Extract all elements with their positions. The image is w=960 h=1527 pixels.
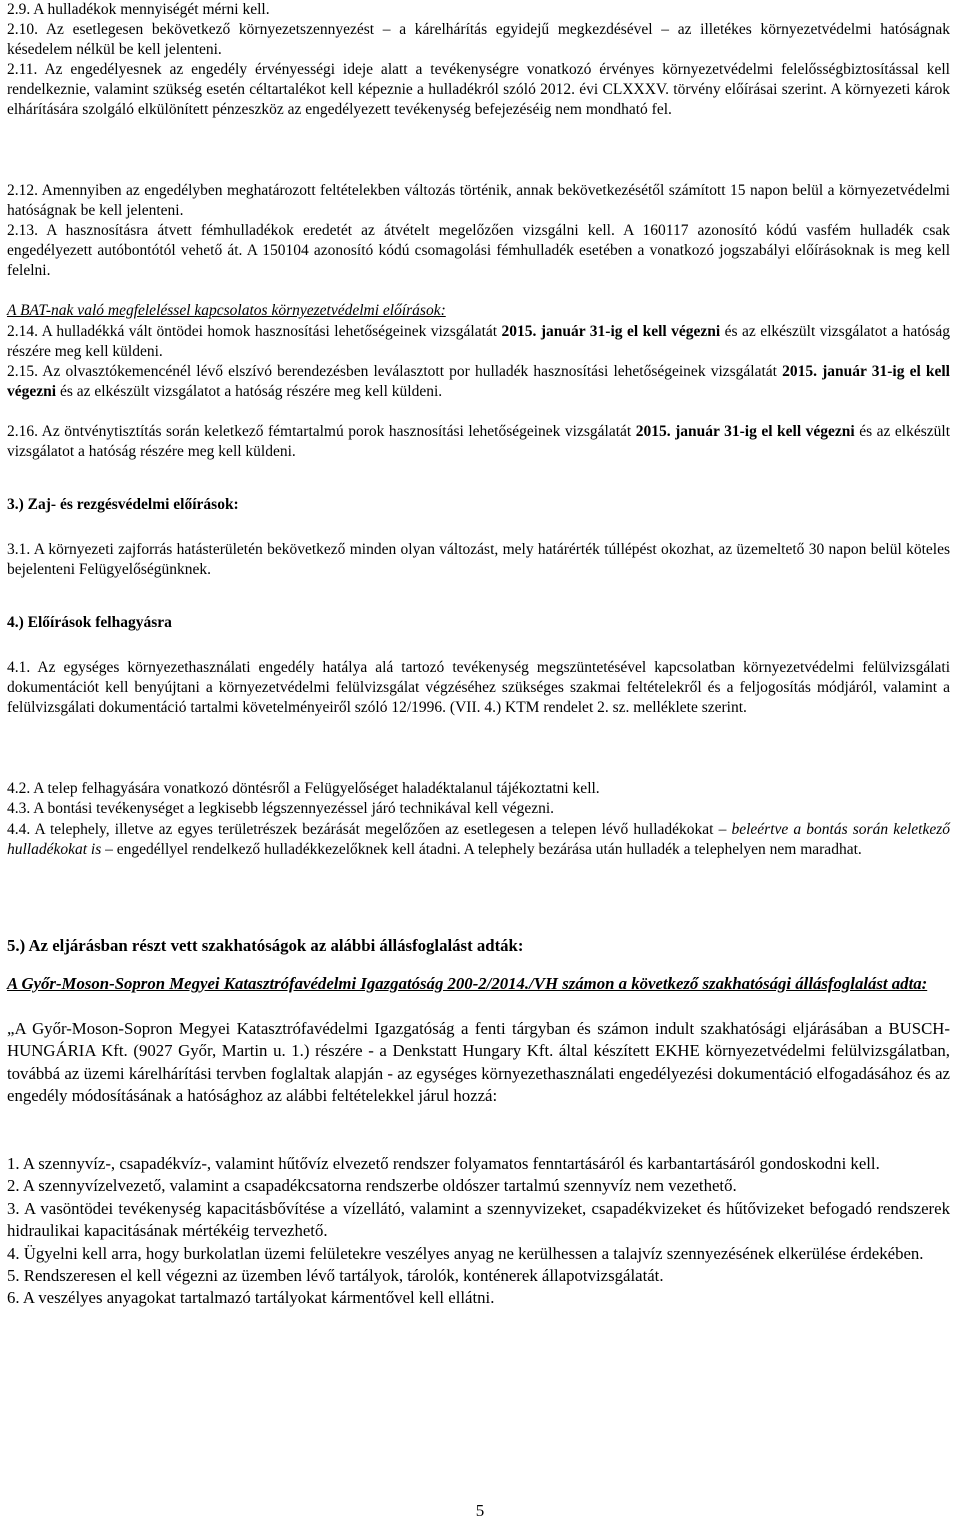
paragraph-2-14-deadline: 2015. január 31-ig el kell végezni bbox=[501, 323, 721, 340]
section-4-heading-text: 4.) Előírások felhagyásra bbox=[7, 614, 172, 631]
paragraph-2-14 bbox=[7, 322, 950, 362]
paragraph-2-15-rest: és az elkészült vizsgálatot a hatóság részére meg kell küldeni. bbox=[56, 383, 443, 401]
paragraph-4-2: 4.2. A telep felhagyására vonatkozó döntésről a Felügyelőséget haladéktalanul tájékoztatni kell. bbox=[7, 780, 600, 797]
paragraph-2-16-deadline: 2015. január 31-ig el kell végezni bbox=[635, 423, 855, 440]
paragraph-4-1: 4.1. Az egységes környezethasználati engedély hatálya alá tartozó tevékenység megszüntetésével kapcsolatban környezetvédelmi felülvizsgálati dokumentációt kell benyújtani a környezetvédelmi felülvizsgálat végzéséhez szükséges szakmai feltételekről és a feljogosítás módjáról, valamint a felülvizsgálati dokumentáció tartalmi követelményeiről szóló 12/1996. (VII. 4.) KTM rendelet 2. sz. melléklete szerint. bbox=[7, 659, 950, 717]
authority-heading-text: A Győr-Moson-Sopron Megyei Katasztrófavédelmi Igazgatóság 200-2/2014./VH számon a következő szakhatósági állásfoglalást adta: bbox=[7, 974, 928, 993]
paragraph-2-12: 2.12. Amennyiben az engedélyben meghatározott feltételekben változás történik, annak bekövetkezésétől számított 15 napon belül a környezetvédelmi hatóságnak be kell jelenteni. bbox=[7, 182, 950, 220]
condition-item: 4. Ügyelni kell arra, hogy burkolatlan üzemi felületekre veszélyes anyag ne kerülhessen a talajvíz szennyezésének elkerülése érdekében. bbox=[7, 1243, 924, 1263]
paragraph-2-14-rest: és az elkészült vizsgálatot a hatóság részére meg kell küldeni. bbox=[7, 323, 950, 361]
section-3-heading-text: 3.) Zaj- és rezgésvédelmi előírások: bbox=[7, 496, 239, 513]
paragraph-4-4-italic: beleértve a bontás során keletkező hulladékokat is bbox=[7, 821, 951, 859]
paragraph-2-14-text: 2.14. A hulladékká vált öntödei homok hasznosítási lehetőségeinek vizsgálatát bbox=[7, 323, 502, 340]
paragraph-2-15 bbox=[7, 362, 950, 402]
paragraph-2-16-rest: és az elkészült vizsgálatot a hatóság részére meg kell küldeni. bbox=[7, 423, 950, 461]
bat-heading-text: A BAT-nak való megfeleléssel kapcsolatos környezetvédelmi előírások: bbox=[7, 302, 446, 319]
paragraph-2-15-text: 2.15. Az olvasztókemencénél lévő elszívó berendezésben leválasztott por hulladék hasznosítási lehetőségeinek vizsgálatát bbox=[7, 363, 783, 380]
paragraph-2-16-text: 2.16. Az öntvénytisztítás során keletkező fémtartalmú porok hasznosítási lehetőségeinek vizsgálatát bbox=[7, 423, 636, 440]
condition-item: 3. A vasöntödei tevékenység kapacitásbővítése a vízellátó, valamint a szennyvizeket, csapadékvizeket és hűtővizeket befogadó rendszerek hidraulikai kapacitásának mértékéig tervezhető. bbox=[7, 1198, 950, 1241]
paragraph-3-1: 3.1. A környezeti zajforrás hatásterületén bekövetkező minden olyan változást, mely határérték túllépést okozhat, az üzemeltető 30 napon belül köteles bejelenteni Felügyelőségünknek. bbox=[7, 541, 950, 579]
condition-item: 2. A szennyvízelvezető, valamint a csapadékcsatorna rendszerbe oldószer tartalmú szennyvíz nem vezethető. bbox=[7, 1176, 737, 1196]
paragraph-2-9: 2.9. A hulladékok mennyiségét mérni kell. bbox=[7, 1, 270, 18]
bat-heading bbox=[7, 301, 950, 321]
condition-item: 1. A szennyvíz-, csapadékvíz-, valamint hűtővíz elvezető rendszer folyamatos fenntartásáról és karbantartásáról gondoskodni kell. bbox=[7, 1154, 880, 1173]
condition-item: 6. A veszélyes anyagokat tartalmazó tartályokat kármentővel kell ellátni. bbox=[7, 1288, 495, 1308]
authority-heading bbox=[7, 973, 950, 995]
section-5-heading-text: 5.) Az eljárásban részt vett szakhatóságok az alábbi állásfoglalást adták: bbox=[7, 936, 524, 955]
paragraph-2-16 bbox=[7, 422, 950, 462]
paragraph-2-15-deadline: 2015. január 31-ig el kell végezni bbox=[7, 363, 950, 401]
paragraph-4-4-rest: – engedéllyel rendelkező hulladékkezelőknek kell átadni. A telephely bezárása után hulladék a telephelyen nem maradhat. bbox=[101, 841, 862, 859]
conditions-list bbox=[7, 1153, 950, 1310]
paragraph-4-4-text: 4.4. A telephely, illetve az egyes területrészek bezárását megelőzően az esetlegesen a telepen lévő hulladékokat – bbox=[7, 821, 732, 838]
page-number: 5 bbox=[475, 1501, 485, 1520]
paragraph-4-4 bbox=[7, 820, 950, 860]
condition-item: 5. Rendszeresen el kell végezni az üzemben lévő tartályok, tárolók, konténerek állapotvizsgálatát. bbox=[7, 1266, 664, 1286]
section-5-heading bbox=[7, 935, 950, 957]
section-3-heading bbox=[7, 495, 950, 515]
paragraph-4-3: 4.3. A bontási tevékenységet a legkisebb légszennyezéssel járó technikával kell végezni. bbox=[7, 800, 555, 817]
paragraph-2-11: 2.11. Az engedélyesnek az engedély érvényességi ideje alatt a tevékenységre vonatkozó érvényes környezetvédelmi felelősségbiztosítással kell rendelkeznie, valamint szükség esetén céltartalékot kell képeznie a hulladékról szóló 2012. évi CLXXXV. törvény előírásai szerint. A környezeti károk elhárítására szolgáló elkülönített pénzeszköz az engedélyezett tevékenység befejezéséig nem mondható fel. bbox=[7, 61, 950, 119]
paragraph-2-10: 2.10. Az esetlegesen bekövetkező környezetszennyezést – a kárelhárítás egyidejű megkezdésével – az illetékes környezetvédelmi hatóságnak késedelem nélkül be kell jelenteni. bbox=[7, 21, 950, 59]
section-4-heading bbox=[7, 613, 950, 633]
quote-intro: „A Győr-Moson-Sopron Megyei Katasztrófavédelmi Igazgatóság a fenti tárgyban és számon indult szakhatósági eljárásában a BUSCH-HUNGÁRIA Kft. (9027 Győr, Martin u. 1.) részére - a Denkstatt Hungary Kft. által készített EKHE környezetvédelmi felülvizsgálatban, továbbá az üzemi kárelhárítási tervben foglaltak alapján - az egységes környezethasználati engedélyezési dokumentáció elfogadásához és az engedély módosításának a hatósághoz az alábbi feltételekkel járul hozzá: bbox=[7, 1019, 950, 1106]
paragraph-2-13: 2.13. A hasznosításra átvett fémhulladékok eredetét az átvételt megelőzően vizsgálni kell. A 160117 azonosító kódú vasfém hulladék csak engedélyezett autóbontótól vehető át. A 150104 azonosító kódú csomagolási fémhulladék esetében a vonatkozó jogszabályi előírásoknak is meg kell felelni. bbox=[7, 222, 950, 280]
